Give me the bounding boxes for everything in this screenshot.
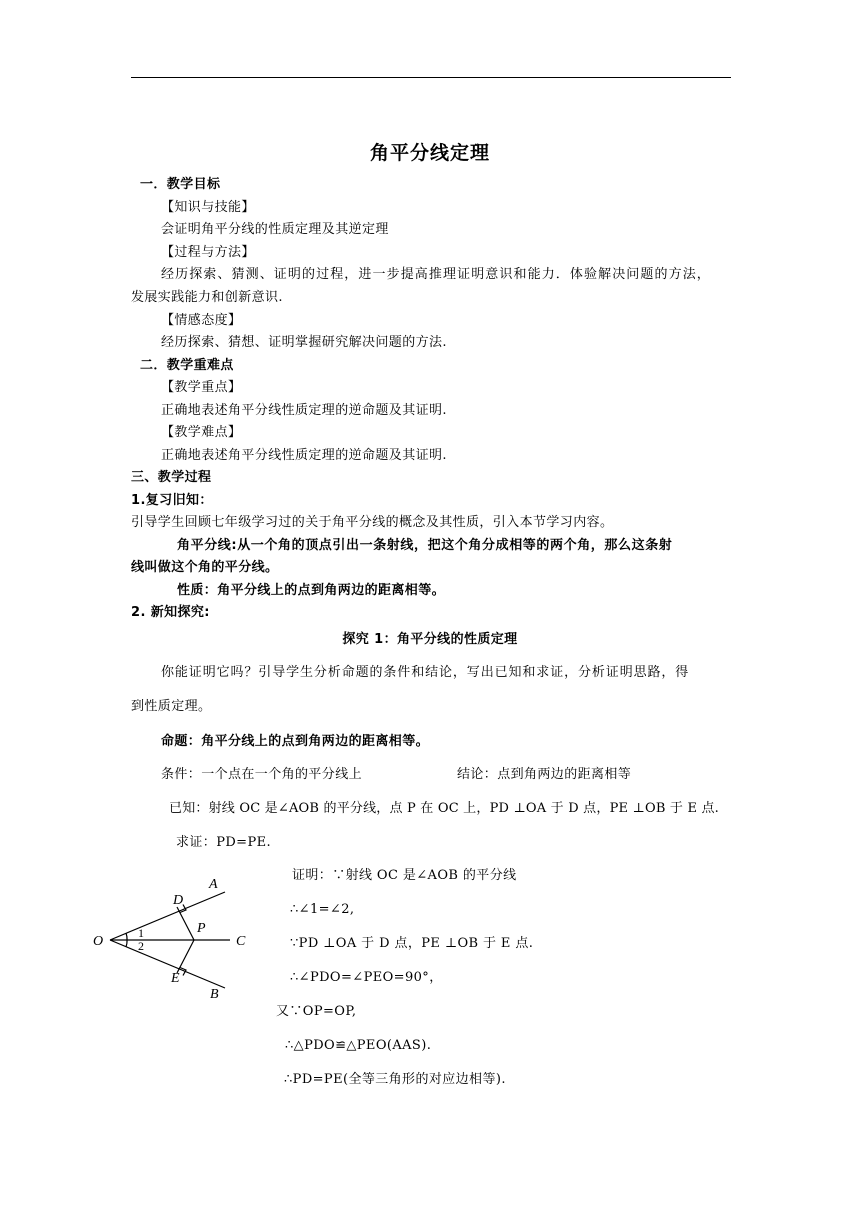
label-angle-1: 1 [138,926,144,940]
text-process-line1: 经历探索、猜测、证明的过程，进一步提高推理证明意识和能力．体验解决问题的方法， [161,267,711,282]
label-c: C [236,934,246,949]
text-knowledge: 会证明角平分线的性质定理及其逆定理 [161,222,389,237]
text-process-line2: 发展实践能力和创新意识. [131,290,283,305]
proof-line-5: 又∵OP=OP, [276,1004,357,1019]
angle-mark-1 [126,933,127,940]
ray-ob [110,940,225,988]
subheading-focus: 【教学重点】 [161,380,242,395]
header-rule [131,77,731,78]
section-2-heading: 二．教学重难点 [140,358,234,373]
proof-line-6: ∴△PDO≌△PEO(AAS). [285,1038,432,1053]
proof-line-1: 证明：∵射线 OC 是∠AOB 的平分线 [292,868,517,883]
label-a: A [209,877,218,892]
right-angle-mark-e [180,968,186,976]
subheading-difficulty: 【教学难点】 [161,425,242,440]
explore-title: 探究 1：角平分线的性质定理 [342,632,518,647]
given: 已知：射线 OC 是∠AOB 的平分线，点 P 在 OC 上，PD ⊥OA 于 D 点，PE ⊥OB 于 E 点. [169,801,719,816]
proof-line-7: ∴PD=PE(全等三角形的对应边相等). [284,1072,506,1087]
angle-mark-2 [126,940,127,947]
text-attitude: 经历探索、猜想、证明掌握研究解决问题的方法. [161,335,447,350]
label-angle-2: 2 [138,939,144,953]
proposition: 命题：角平分线上的点到角两边的距离相等。 [161,734,430,749]
text-focus: 正确地表述角平分线性质定理的逆命题及其证明. [161,403,447,418]
label-e: E [171,971,180,986]
segment-pd [177,907,194,940]
review-text: 引导学生回顾七年级学习过的关于角平分线的概念及其性质，引入本节学习内容。 [131,515,614,530]
proof-line-4: ∴∠PDO=∠PEO=90°， [290,970,443,985]
conclusion: 结论：点到角两边的距离相等 [457,767,632,782]
segment-pe [177,940,194,973]
definition-line1: 角平分线:从一个角的顶点引出一条射线，把这个角分成相等的两个角，那么这条射 [177,538,673,553]
label-o: O [93,934,104,949]
section-3-heading: 三、教学过程 [131,470,212,485]
new-knowledge-heading: 2. 新知探究: [131,605,210,620]
text-difficulty: 正确地表述角平分线性质定理的逆命题及其证明. [161,448,447,463]
explore-text-line2: 到性质定理。 [131,699,212,714]
ray-oa [110,892,225,940]
subheading-attitude: 【情感态度】 [161,313,242,328]
label-p: P [197,921,206,936]
proof-line-3: ∵PD ⊥OA 于 D 点，PE ⊥OB 于 E 点. [290,936,534,951]
property-statement: 性质：角平分线上的点到角两边的距离相等。 [177,583,446,598]
label-b: B [210,987,219,1000]
subheading-knowledge: 【知识与技能】 [161,200,255,215]
condition: 条件：一个点在一个角的平分线上 [161,767,363,782]
label-d: D [173,893,184,908]
to-prove: 求证：PD=PE. [176,835,272,850]
section-1-heading: 一．教学目标 [140,177,221,192]
angle-bisector-figure [85,870,255,1000]
page-title: 角平分线定理 [369,142,490,164]
subheading-process: 【过程与方法】 [161,245,255,260]
explore-text-line1: 你能证明它吗？引导学生分析命题的条件和结论，写出已知和求证，分析证明思路，得 [161,665,690,680]
proof-line-2: ∴∠1=∠2, [290,902,355,917]
review-heading: 1.复习旧知： [131,493,213,508]
definition-line2: 线叫做这个角的平分线。 [131,560,279,575]
